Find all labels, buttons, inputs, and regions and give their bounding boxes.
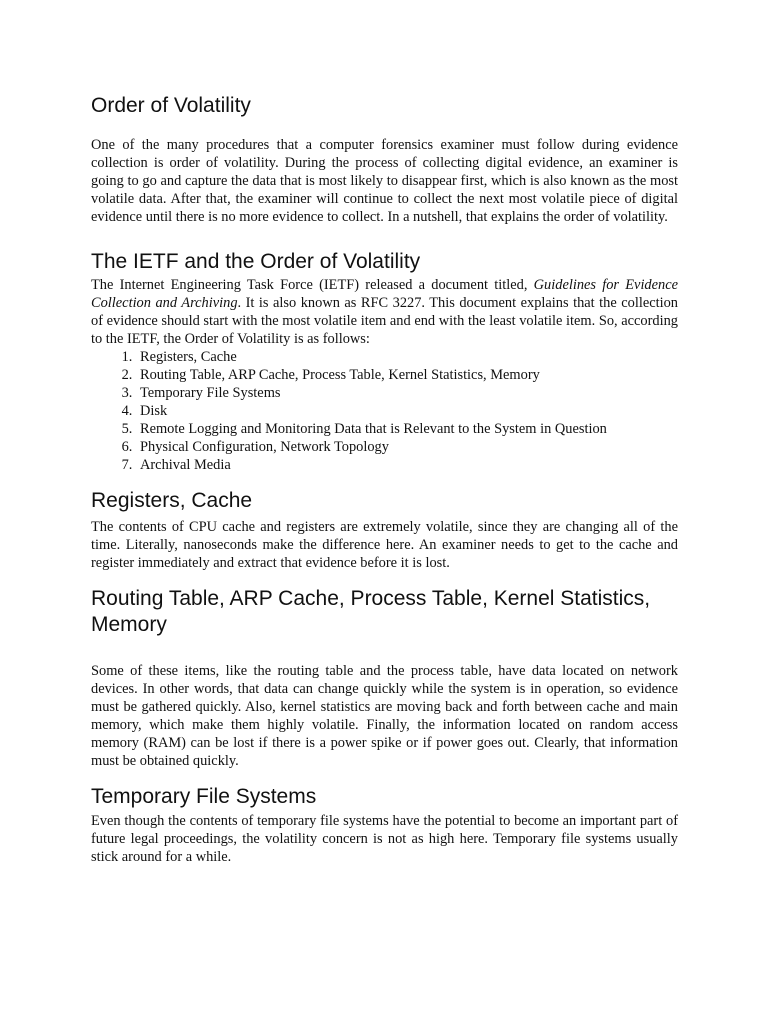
list-item: 5. Remote Logging and Monitoring Data that is Relevant to the System in Question [136, 420, 678, 438]
heading-routing-table: Routing Table, ARP Cache, Process Table, Kernel Statistics, Memory [91, 587, 651, 636]
heading-ietf: The IETF and the Order of Volatility [91, 250, 421, 273]
paragraph-ietf [91, 276, 678, 348]
heading-registers-cache: Registers, Cache [91, 489, 253, 512]
ietf-text-before: The Internet Engineering Task Force (IETF) released a document titled, [91, 277, 534, 293]
heading-order-of-volatility: Order of Volatility [91, 94, 251, 117]
paragraph-intro: One of the many procedures that a computer forensics examiner must follow during evidence collection is order of volatility. During the process of collecting digital evidence, an examiner is going to go and capture the data that is most likely to disappear first, which is also known as the most volatile data. After that, the examiner will continue to collect the next most volatile piece of digital evidence until there is no more evidence to collect. In a nutshell, that explains the order of volatility. [91, 137, 678, 225]
list-item: 4. Disk [136, 402, 678, 420]
list-item: 1. Registers, Cache [136, 348, 678, 366]
list-item: 7. Archival Media [136, 456, 678, 474]
paragraph-temporary-file-systems: Even though the contents of temporary file systems have the potential to become an important part of future legal proceedings, the volatility concern is not as high here. Temporary file systems usually stick around for a while. [91, 813, 678, 865]
document-page [91, 88, 678, 866]
paragraph-routing-table: Some of these items, like the routing table and the process table, have data located on network devices. In other words, that data can change quickly while the system is in operation, so evidence must be gathered quickly. Also, kernel statistics are moving back and forth between cache and main memory, which make them highly volatile. Finally, the information located on random access memory (RAM) can be lost if there is a power spike or if power goes out. Clearly, that information must be obtained quickly. [91, 663, 678, 769]
paragraph-registers-cache: The contents of CPU cache and registers are extremely volatile, since they are changing all of the time. Literally, nanoseconds make the difference here. An examiner needs to get to the cache and register immediately and extract that evidence before it is lost. [91, 519, 678, 571]
list-item: 3. Temporary File Systems [136, 384, 678, 402]
heading-temporary-file-systems: Temporary File Systems [91, 785, 317, 808]
ietf-text-after: . It is also known as RFC 3227. This document explains that the collection of evidence should start with the most volatile item and end with the least volatile item. So, according to the IETF, the Order of Volatility is as follows: [91, 295, 678, 347]
list-item: 2. Routing Table, ARP Cache, Process Table, Kernel Statistics, Memory [136, 366, 678, 384]
list-item: 6. Physical Configuration, Network Topology [136, 438, 678, 456]
ietf-document-title: Guidelines for Evidence Collection and Archiving [91, 277, 678, 311]
volatility-order-list [91, 348, 678, 474]
